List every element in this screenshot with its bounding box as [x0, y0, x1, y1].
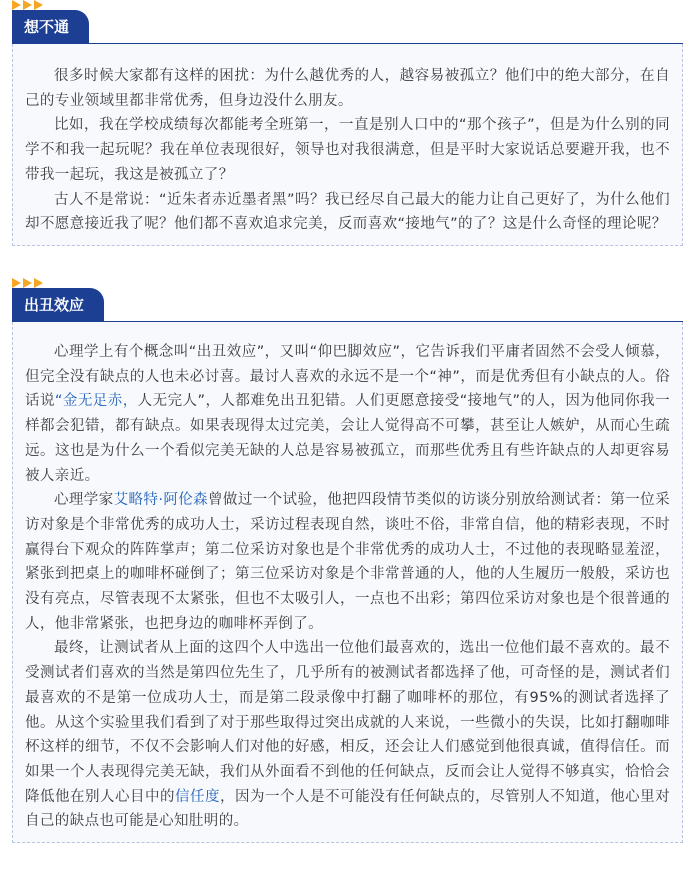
content-box — [12, 44, 683, 246]
section-think — [0, 0, 691, 246]
content-box — [12, 322, 683, 843]
paragraph: 古人不是常说：“近朱者赤近墨者黑”吗？我已经尽自己最大的能力让自己更好了，为什么他们却不愿意接近我了呢？他们都不喜欢追求完美，反而喜欢“接地气”的了？这是什么奇怪的理论呢？ — [25, 191, 670, 233]
text-run: 心理学家 — [54, 492, 114, 509]
text-run: 心理学上有个概念叫“出丑效应”，又叫“仰巴脚效应”，它告诉我们平庸者固然不会受人倾慕，但完全没有缺点的人也未必讨喜。最讨人喜欢的永远不是一个“神”，而是优秀但有小缺点的人。俗话说 — [25, 344, 670, 410]
triangle-arrow-icon — [23, 278, 32, 288]
highlight-text: “金无足赤， — [54, 393, 138, 410]
section-title: 出丑效应 — [12, 288, 104, 322]
text-run: 人无完人”，人都难免出丑犯错。人们更愿意接受“接地气”的人，因为他同你我一样都会犯错，都有缺点。如果表现得太过完美，会让人觉得高不可攀，甚至让人嫉妒，从而心生疏远。这也是为什么一个看似完美无缺的人总是容易被孤立，而那些优秀且有些许缺点的人却更容易被人亲近。 — [25, 393, 670, 484]
paragraph — [25, 488, 670, 636]
paragraph — [25, 636, 670, 834]
section-pratfall-effect — [0, 278, 691, 843]
triangle-arrow-icon — [12, 278, 21, 288]
highlight-link[interactable]: 信任度 — [175, 788, 221, 805]
paragraph — [25, 340, 670, 488]
text-run: 曾做过一个试验，他把四段情节类似的访谈分别放给测试者：第一位采访对象是个非常优秀的成功人士，采访过程表现自然，谈吐不俗，非常自信，他的精彩表现，不时赢得台下观众的阵阵掌声；第二位采访对象也是个非常优秀的成功人士，不过他的表现略显羞涩，紧张到把桌上的咖啡杯碰倒了；第三位采访对象是个非常普通的人，他的人生履历一般般，采访也没有亮点，尽管表现不太紧张，但也不太吸引人，一点也不出彩；第四位采访对象也是个很普通的人，他非常紧张，也把身边的咖啡杯弄倒了。 — [25, 492, 670, 632]
triangle-arrow-icon — [34, 278, 43, 288]
text-run: 最终，让测试者从上面的这四个人中选出一位他们最喜欢的，选出一位他们最不喜欢的。最不受测试者们喜欢的当然是第四位先生了，几乎所有的被测试者都选择了他，可奇怪的是，测试者们最喜欢的不是第一位成功人士，而是第二段录像中打翻了咖啡杯的那位，有95%的测试者选择了他。从这个实验里我们看到了对于那些取得过突出成就的人来说，一些微小的失误，比如打翻咖啡杯这样的细节，不仅不会影响人们对他的好感，相反，还会让人们感觉到他很真诚，值得信任。而如果一个人表现得完美无缺，我们从外面看不到他的任何缺点，反而会让人觉得不够真实，恰恰会降低他在别人心目中的 — [25, 640, 670, 805]
paragraph: 很多时候大家都有这样的困扰：为什么越优秀的人，越容易被孤立？他们中的绝大部分，在自己的专业领域里都非常优秀，但身边没什么朋友。 — [25, 68, 670, 109]
paragraph: 比如，我在学校成绩每次都能考全班第一，一直是别人口中的“那个孩子”，但是为什么别的同学不和我一起玩呢？我在单位表现很好，领导也对我很满意，但是平时大家说话总要避开我，也不带我一起玩，我这是被孤立了？ — [25, 117, 670, 183]
highlight-link[interactable]: 艾略特·阿伦森 — [113, 492, 209, 509]
triangle-arrow-icon — [34, 0, 43, 10]
triangle-arrow-icon — [12, 0, 21, 10]
text-run: ，因为一个人是不可能没有任何缺点的，尽管别人不知道，他心里对自己的缺点也可能是心知肚明的。 — [25, 788, 671, 830]
triangle-arrow-icon — [23, 0, 32, 10]
section-header — [0, 0, 691, 44]
section-title: 想不通 — [12, 10, 89, 44]
section-header — [0, 278, 691, 322]
